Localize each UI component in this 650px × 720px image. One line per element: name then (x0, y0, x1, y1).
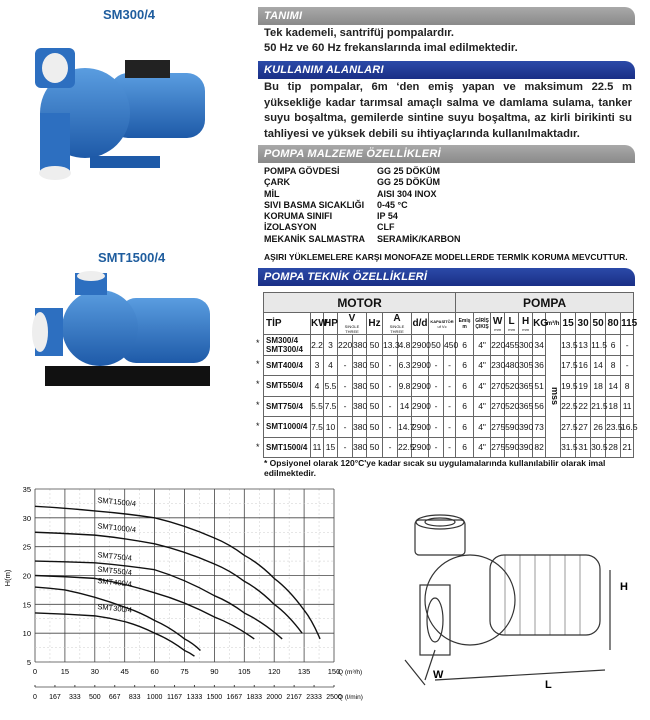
table-cell: 365 (519, 396, 533, 417)
table-cell: 19 (576, 376, 591, 397)
x2-tick-label: 1000 (146, 694, 163, 701)
table-cell: 36 (533, 355, 546, 376)
table-cell: 9.8 (398, 376, 412, 397)
group-pompa: POMPA (456, 293, 634, 313)
table-cell: 2.2 (311, 335, 324, 356)
table-row (264, 376, 634, 397)
x2-tick-label: 500 (88, 694, 101, 701)
table-cell: 380 (353, 335, 367, 356)
table-cell: - (444, 376, 456, 397)
optional-star: * (256, 379, 260, 390)
y-tick-label: 5 (26, 658, 31, 667)
table-cell: 13 (576, 335, 591, 356)
table-cell: - (338, 437, 353, 458)
table-cell: 220 (491, 335, 505, 356)
y-tick-label: 10 (22, 629, 31, 639)
table-cell: 520 (505, 396, 519, 417)
material-row (264, 189, 461, 200)
table-cell: - (429, 417, 444, 438)
table-cell: - (383, 376, 398, 397)
kullanim-text: Bu tip pompalar, 6m ‘den emiş yapan ve maksimum 22.5 m yüksekliğe kadar tarımsal amaçlı salma ve damlama sulama, tanker suyu boşaltma, gemilerde sintine suyu boşaltma, az kirli birikinti su tahliyesi ve yüksek debili su ihtiyaçlarında kullanılmaktadır. (264, 81, 632, 140)
table-cell: 18 (591, 376, 606, 397)
table-cell: 2900 (412, 396, 429, 417)
group-motor: MOTOR (264, 293, 456, 313)
table-cell: 6 (456, 376, 474, 397)
optional-star: * (256, 338, 260, 348)
table-cell: 14 (606, 376, 621, 397)
table-row (264, 396, 634, 417)
col-q115: 115 (621, 313, 634, 335)
table-cell: 6 (606, 335, 621, 356)
table-cell: 380 (353, 396, 367, 417)
x2-tick-label: 2000 (266, 694, 282, 701)
x-tick-label: 0 (32, 667, 38, 676)
dimension-drawing (395, 510, 640, 705)
table-cell: 4 (311, 376, 324, 397)
table-cell: 14.7 (398, 417, 412, 438)
dim-w-label: W (433, 669, 444, 681)
table-cell: 19.5 (561, 376, 576, 397)
table-cell: 4" (474, 417, 491, 438)
material-row (264, 200, 461, 211)
table-row (264, 355, 634, 376)
optional-star: * (256, 358, 260, 369)
table-cell: 73 (533, 417, 546, 438)
table-cell: 4 (324, 355, 338, 376)
material-key: MİL (264, 188, 280, 199)
optional-star: * (256, 400, 260, 411)
table-cell: 4" (474, 437, 491, 458)
m3h-cell (546, 335, 561, 458)
col-tip: TİP (264, 313, 311, 335)
material-value: IP 54 (377, 211, 398, 222)
table-cell: 50 (367, 417, 383, 438)
material-key: ÇARK (264, 177, 290, 188)
mss-label: mss (550, 386, 561, 406)
x-tick-label: 90 (210, 667, 219, 676)
table-cell: 50 (429, 335, 444, 356)
table-cell: 14 (591, 355, 606, 376)
table-cell: 2900 (412, 417, 429, 438)
x2-tick-label: 333 (69, 694, 81, 701)
material-key: İZOLASYON (264, 222, 317, 233)
table-cell: 31 (576, 437, 591, 458)
table-row (264, 335, 634, 356)
col-hp: HP (324, 313, 338, 335)
table-cell: 480 (505, 355, 519, 376)
table-cell: 270 (491, 396, 505, 417)
model-title-smt1500: SMT1500/4 (98, 250, 166, 265)
table-cell: 380 (353, 437, 367, 458)
material-value: GG 25 DÖKÜM (377, 177, 441, 188)
table-cell: - (338, 376, 353, 397)
table-cell: 16.5 (621, 417, 634, 438)
curve-label: SMT550/4 (97, 564, 133, 578)
curve-smt300-4 (35, 613, 194, 656)
x2-tick-label: 167 (49, 694, 61, 701)
curve-label: SMT1500/4 (97, 495, 137, 509)
table-cell: 2900 (412, 437, 429, 458)
table-cell: 8 (621, 376, 634, 397)
material-value: CLF (377, 222, 395, 233)
col-hz: Hz (367, 313, 383, 335)
curve-smt1000-4 (35, 532, 302, 633)
table-cell: 275 (491, 437, 505, 458)
table-cell: 390 (519, 437, 533, 458)
table-cell: 56 (533, 396, 546, 417)
x-tick-label: 105 (238, 667, 251, 676)
table-cell: 270 (491, 376, 505, 397)
table-cell: 50 (367, 396, 383, 417)
col-v: V SINGLE THREE (338, 313, 367, 335)
table-cell: 6 (456, 417, 474, 438)
table-cell: 3 (324, 335, 338, 356)
table-cell: 305 (519, 355, 533, 376)
x-tick-label: 45 (120, 667, 129, 676)
table-cell: SMT550/4 (264, 376, 311, 397)
material-key: KORUMA SINIFI (264, 211, 333, 222)
table-cell: 4" (474, 335, 491, 356)
table-cell: - (444, 355, 456, 376)
x-tick-label: 30 (90, 667, 99, 676)
x2-tick-label: 1500 (206, 694, 223, 701)
col-l: L mm (505, 313, 519, 335)
y-tick-label: 30 (22, 513, 31, 523)
table-cell: - (444, 417, 456, 438)
x2-tick-label: 1667 (226, 694, 243, 701)
model-title-sm300: SM300/4 (103, 7, 156, 22)
col-dd: d/d (412, 313, 429, 335)
table-cell: 21.5 (591, 396, 606, 417)
x2-tick-label: 2167 (286, 694, 302, 701)
curve-smt750-4 (35, 561, 282, 639)
table-cell: - (444, 396, 456, 417)
x-tick-label: 60 (150, 667, 159, 676)
table-cell: 6 (456, 355, 474, 376)
curve-smt1500-4 (35, 506, 320, 639)
pump-image-sm300 (30, 28, 215, 193)
table-cell: 590 (505, 437, 519, 458)
table-cell: - (444, 437, 456, 458)
tanimi-line-1: Tek kademeli, santrifüj pompalardır. (264, 27, 455, 39)
col-giris: GİRİŞ ÇIKIŞ (474, 313, 491, 335)
col-q80: 80 (606, 313, 621, 335)
curve-smt550-4 (35, 576, 254, 639)
table-cell: 31.5 (561, 437, 576, 458)
x2-tick-label: 1333 (186, 694, 203, 701)
y-tick-label: 25 (22, 542, 31, 552)
y-tick-label: 35 (22, 485, 31, 494)
material-value: SERAMİK/KARBON (377, 233, 461, 244)
table-cell: 520 (505, 376, 519, 397)
x2-tick-label: 2500 (326, 694, 342, 701)
table-cell: 2900 (412, 376, 429, 397)
x2-tick-label: 0 (33, 694, 37, 701)
table-cell: 50 (367, 437, 383, 458)
table-cell: 455 (505, 335, 519, 356)
x-axis-label: Q (m³/h) (338, 669, 363, 676)
x2-tick-label: 833 (128, 694, 141, 701)
table-cell: 51 (533, 376, 546, 397)
table-cell: 13.3 (383, 335, 398, 356)
table-cell: 17.5 (561, 355, 576, 376)
table-cell: 11 (621, 396, 634, 417)
table-cell: - (383, 437, 398, 458)
table-cell: 4" (474, 355, 491, 376)
col-kg: KG (533, 313, 546, 335)
curve-label: SMT400/4 (97, 576, 133, 589)
curve-label: SMT750/4 (97, 550, 133, 563)
material-value: AISI 304 INOX (377, 188, 437, 199)
table-cell: 365 (519, 376, 533, 397)
table-cell: 10 (324, 417, 338, 438)
material-value: GG 25 DÖKÜM (377, 166, 441, 176)
table-cell: 380 (353, 355, 367, 376)
material-row (264, 211, 461, 222)
spec-table (263, 292, 638, 458)
table-cell: 27 (576, 417, 591, 438)
table-cell: 6 (456, 396, 474, 417)
table-cell: 16 (576, 355, 591, 376)
table-cell: 300 (519, 335, 533, 356)
material-row (264, 222, 461, 233)
table-cell: 2900 (412, 355, 429, 376)
material-row (264, 234, 461, 245)
table-cell: 230 (491, 355, 505, 376)
col-q50: 50 (591, 313, 606, 335)
table-cell: - (338, 417, 353, 438)
table-cell: 50 (367, 355, 383, 376)
curve-label: SMT1000/4 (97, 521, 137, 535)
y-axis-label: H(m) (3, 569, 12, 587)
col-q15: 15 (561, 313, 576, 335)
table-cell: - (383, 355, 398, 376)
x-tick-label: 120 (267, 667, 281, 676)
x2-tick-label: 2333 (306, 694, 322, 701)
table-cell: - (621, 355, 634, 376)
col-a: A SINGLE THREE (383, 313, 412, 335)
table-cell: 6 (456, 335, 474, 356)
table-cell: 220 (338, 335, 353, 356)
x2-tick-label: 667 (108, 694, 121, 701)
table-cell: 22.5 (561, 396, 576, 417)
table-cell: - (429, 355, 444, 376)
col-kw: KW (311, 313, 324, 335)
x-tick-label: 75 (180, 667, 189, 676)
table-cell: 450 (444, 335, 456, 356)
material-value: 0-45 °C (377, 199, 408, 210)
section-header-teknik: POMPA TEKNİK ÖZELLİKLERİ (258, 268, 635, 286)
table-cell: - (429, 376, 444, 397)
table-cell: 380 (353, 376, 367, 397)
x-tick-label: 135 (297, 667, 311, 676)
optional-star: * (256, 441, 260, 452)
dim-h-label: H (620, 581, 628, 593)
material-list (264, 166, 461, 245)
table-cell: 28 (606, 437, 621, 458)
x2-axis-label: Q (l/min) (338, 694, 363, 701)
table-cell: 275 (491, 417, 505, 438)
x2-tick-label: 1833 (246, 694, 263, 701)
table-cell: 27.5 (561, 417, 576, 438)
x2-tick-label: 1167 (167, 694, 183, 701)
col-kapasitor: KAPASİTÖR uf Vc (429, 313, 456, 335)
table-cell: 22.5 (398, 437, 412, 458)
col-w: W mm (491, 313, 505, 335)
thermal-protection-warning: AŞIRI YÜKLEMELERE KARŞI MONOFAZE MODELLERDE TERMİK KORUMA MEVCUTTUR. (264, 252, 628, 262)
material-key: POMPA GÖVDESİ (264, 166, 340, 176)
table-cell: 7.5 (311, 417, 324, 438)
table-cell: 3 (311, 355, 324, 376)
table-cell: SM300/4 SMT300/4 (264, 335, 311, 356)
table-cell: 82 (533, 437, 546, 458)
table-cell: 30.5 (591, 437, 606, 458)
material-row (264, 177, 461, 188)
table-cell: 26 (591, 417, 606, 438)
y-tick-label: 20 (22, 571, 31, 581)
col-emis: Emiş m (456, 313, 474, 335)
table-cell: SMT1500/4 (264, 437, 311, 458)
section-header-malzeme: POMPA MALZEME ÖZELLİKLERİ (258, 145, 635, 163)
table-cell: 5.5 (324, 376, 338, 397)
table-cell: 50 (367, 335, 383, 356)
x-tick-label: 15 (60, 667, 70, 676)
table-cell: - (338, 396, 353, 417)
material-row (264, 166, 461, 177)
table-cell: 6 (456, 437, 474, 458)
table-cell: 4" (474, 396, 491, 417)
table-cell: SMT400/4 (264, 355, 311, 376)
table-cell: 22 (576, 396, 591, 417)
table-cell: SMT1000/4 (264, 417, 311, 438)
table-cell: 21 (621, 437, 634, 458)
material-key: SIVI BASMA SICAKLIĞI (264, 199, 365, 210)
table-cell: - (429, 396, 444, 417)
table-cell: 13.5 (561, 335, 576, 356)
table-cell: 6.3 (398, 355, 412, 376)
table-cell: 15 (324, 437, 338, 458)
table-cell: 34 (533, 335, 546, 356)
pump-image-smt1500 (30, 268, 220, 393)
table-cell: - (383, 396, 398, 417)
table-cell: 11.5 (591, 335, 606, 356)
table-row (264, 437, 634, 458)
table-cell: 11 (311, 437, 324, 458)
col-h: H mm (519, 313, 533, 335)
tanimi-line-2: 50 Hz ve 60 Hz frekanslarında imal edilmektedir. (264, 42, 518, 54)
table-cell: - (429, 437, 444, 458)
table-cell: 380 (353, 417, 367, 438)
optional-note: * Opsiyonel olarak 120°C'ye kadar sıcak su uygulamalarında kullanılabilir olarak imal edilmektedir. (264, 458, 606, 478)
table-cell: 5.5 (311, 396, 324, 417)
table-cell: 50 (367, 376, 383, 397)
table-cell: 2900 (412, 335, 429, 356)
table-cell: 14 (398, 396, 412, 417)
table-cell: 7.5 (324, 396, 338, 417)
table-cell: - (338, 355, 353, 376)
table-cell: 4" (474, 376, 491, 397)
table-cell: 8 (606, 355, 621, 376)
optional-star: * (256, 420, 260, 431)
table-row (264, 417, 634, 438)
table-cell: - (621, 335, 634, 356)
table-cell: SMT750/4 (264, 396, 311, 417)
col-m3h: m³/h (546, 313, 561, 335)
x-tick-label: 150 (327, 667, 341, 676)
table-cell: 390 (519, 417, 533, 438)
section-header-tanimi: TANIMI (258, 7, 635, 25)
material-key: MEKANİK SALMASTRA (264, 233, 365, 244)
dim-l-label: L (545, 679, 552, 691)
table-cell: 18 (606, 396, 621, 417)
table-cell: - (383, 417, 398, 438)
section-header-kullanim: KULLANIM ALANLARI (258, 61, 635, 79)
table-cell: 590 (505, 417, 519, 438)
y-tick-label: 15 (22, 600, 31, 610)
table-cell: 23.5 (606, 417, 621, 438)
curve-label: SMT300/4 (97, 602, 133, 615)
table-cell: 4.8 (398, 335, 412, 356)
performance-chart (0, 470, 363, 720)
col-q30: 30 (576, 313, 591, 335)
